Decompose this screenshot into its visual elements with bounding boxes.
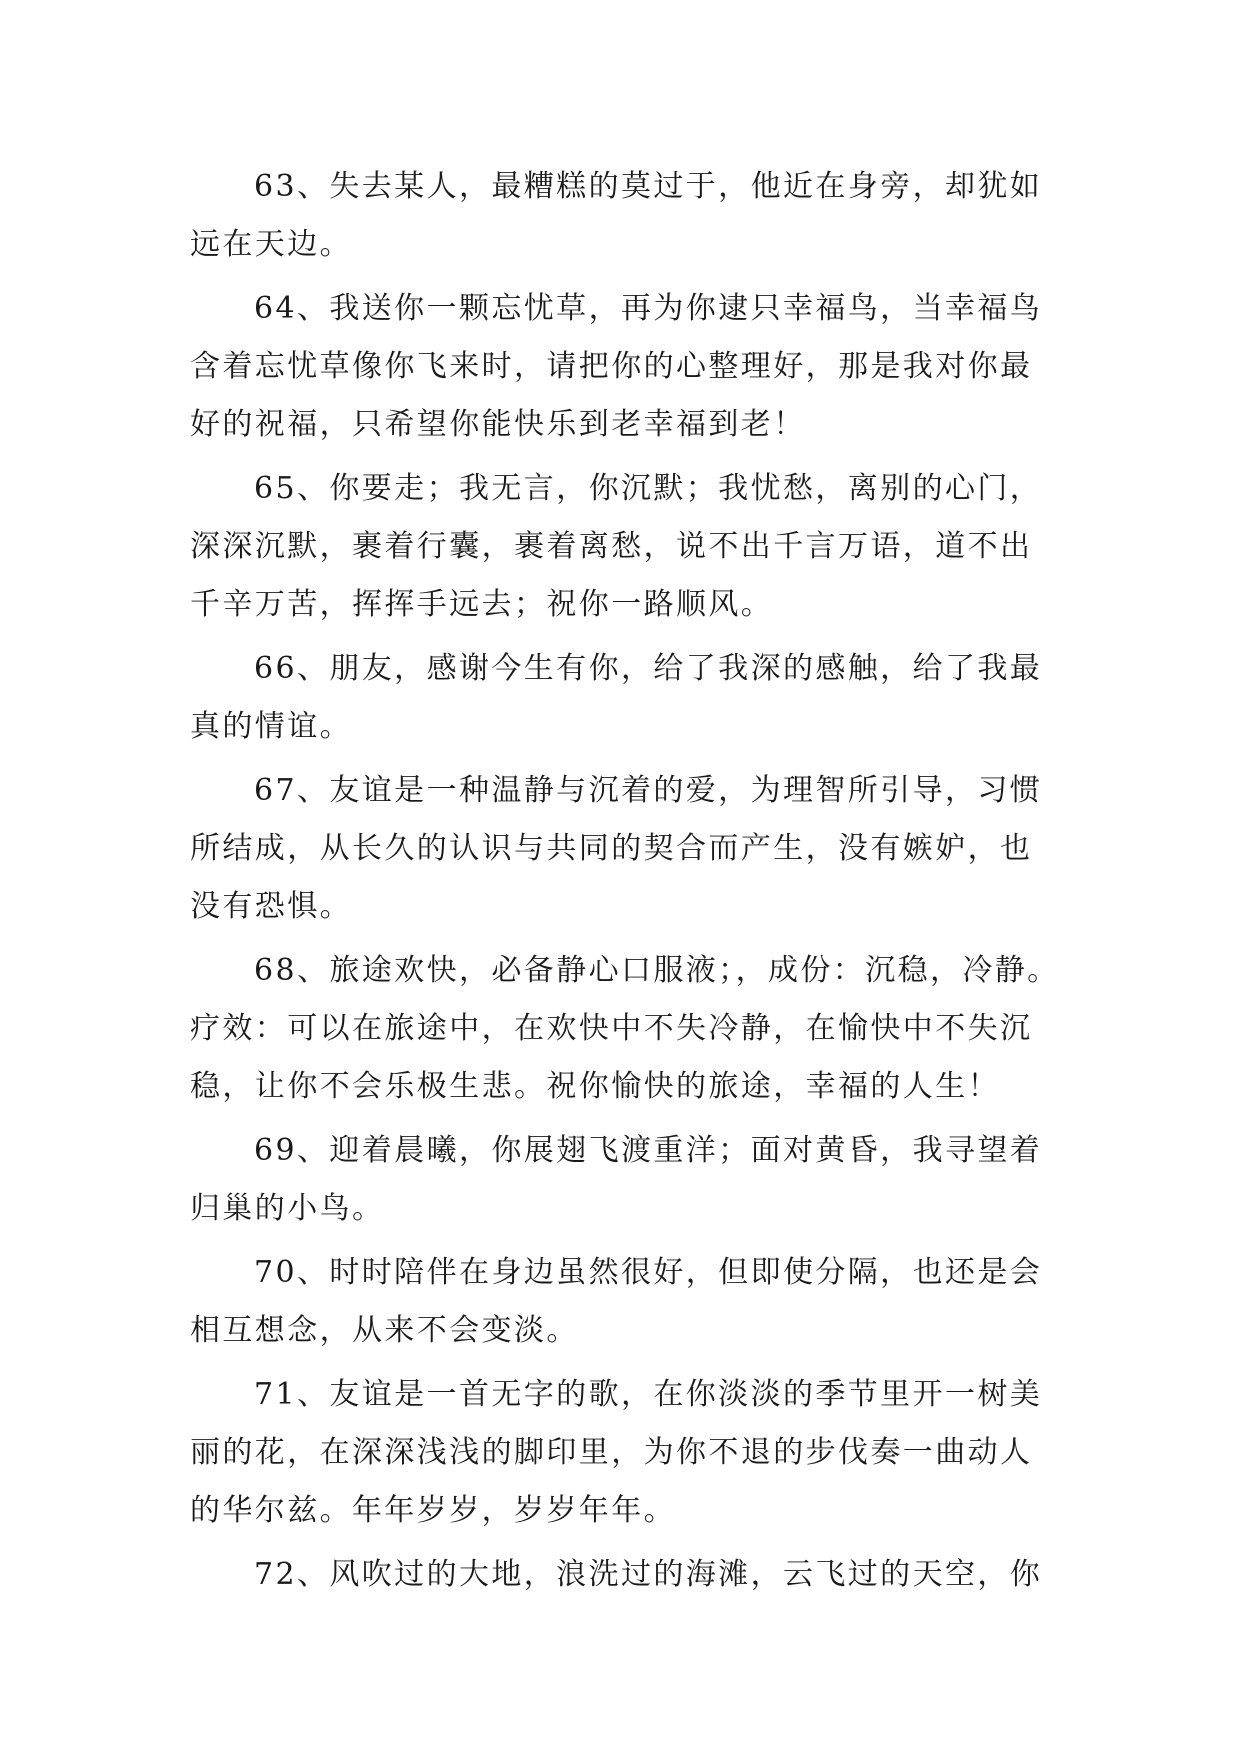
paragraph-line: 的华尔兹。年年岁岁，岁岁年年。	[190, 1493, 676, 1528]
paragraph-69	[190, 1122, 1060, 1238]
paragraph-70	[190, 1244, 1060, 1360]
paragraph-line: 71、友谊是一首无字的歌，在你淡淡的季节里开一树美	[254, 1377, 1043, 1412]
paragraph-line: 好的祝福，只希望你能快乐到老幸福到老！	[190, 407, 806, 442]
paragraph-line: 疗效：可以在旅途中，在欢快中不失冷静，在愉快中不失沉	[190, 1011, 1033, 1046]
paragraph-65	[190, 460, 1060, 634]
paragraph-line: 真的情谊。	[190, 709, 352, 744]
paragraph-66	[190, 640, 1060, 756]
paragraph-64	[190, 280, 1060, 454]
paragraph-line: 相互想念，从来不会变淡。	[190, 1313, 579, 1348]
paragraph-line: 深深沉默，裹着行囊，裹着离愁，说不出千言万语，道不出	[190, 529, 1033, 564]
paragraph-line: 66、朋友，感谢今生有你，给了我深的感触，给了我最	[254, 651, 1043, 686]
paragraph-line: 丽的花，在深深浅浅的脚印里，为你不退的步伐奏一曲动人	[190, 1435, 1033, 1470]
paragraph-line: 63、失去某人，最糟糕的莫过于，他近在身旁，却犹如	[254, 169, 1043, 204]
paragraph-line: 含着忘忧草像你飞来时，请把你的心整理好，那是我对你最	[190, 349, 1033, 384]
paragraph-line: 稳，让你不会乐极生悲。祝你愉快的旅途，幸福的人生！	[190, 1069, 1000, 1104]
paragraph-line: 67、友谊是一种温静与沉着的爱，为理智所引导，习惯	[254, 773, 1043, 808]
paragraph-line: 所结成，从长久的认识与共同的契合而产生，没有嫉妒，也	[190, 831, 1033, 866]
paragraph-67	[190, 762, 1060, 936]
paragraph-72	[190, 1546, 1060, 1604]
paragraph-line: 68、旅途欢快，必备静心口服液；，成份：沉稳，冷静。	[254, 953, 1060, 988]
paragraph-line: 65、你要走；我无言，你沉默；我忧愁，离别的心门，	[254, 471, 1043, 506]
paragraph-line: 72、风吹过的大地，浪洗过的海滩，云飞过的天空，你	[254, 1557, 1043, 1592]
paragraph-71	[190, 1366, 1060, 1540]
document-body	[190, 158, 1060, 1610]
paragraph-line: 69、迎着晨曦，你展翅飞渡重洋；面对黄昏，我寻望着	[254, 1133, 1043, 1168]
paragraph-line: 远在天边。	[190, 227, 352, 262]
paragraph-63	[190, 158, 1060, 274]
paragraph-line: 70、时时陪伴在身边虽然很好，但即使分隔，也还是会	[254, 1255, 1043, 1290]
paragraph-line: 没有恐惧。	[190, 889, 352, 924]
paragraph-line: 千辛万苦，挥挥手远去；祝你一路顺风。	[190, 587, 774, 622]
paragraph-68	[190, 942, 1060, 1116]
paragraph-line: 64、我送你一颗忘忧草，再为你逮只幸福鸟，当幸福鸟	[254, 291, 1043, 326]
paragraph-line: 归巢的小鸟。	[190, 1191, 385, 1226]
